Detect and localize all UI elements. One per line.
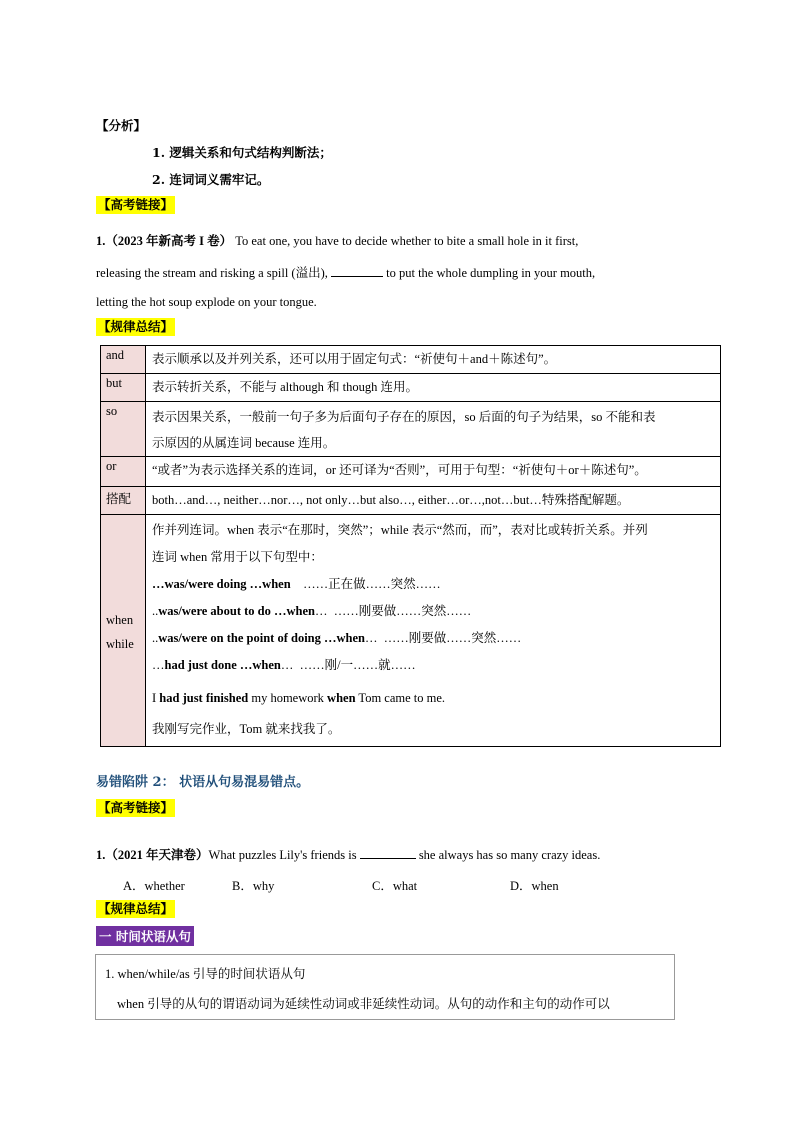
table-row bbox=[101, 374, 721, 402]
pattern-2: ..was/were about to do …when… ……刚要做……突然…… bbox=[152, 604, 472, 618]
gaokao-link-tag: 【高考链接】 bbox=[98, 800, 174, 815]
answer-blank[interactable] bbox=[331, 276, 383, 277]
analysis-point-1: 1. 逻辑关系和句式结构判断法； bbox=[152, 145, 332, 160]
table-row bbox=[101, 346, 721, 374]
question-number: 1. bbox=[96, 234, 106, 248]
row-key: or bbox=[101, 457, 146, 487]
trap-2-title: 易错陷阱 2： 状语从句易混易错点。 bbox=[96, 775, 310, 790]
analysis-label: 【分析】 bbox=[96, 118, 147, 133]
option-c[interactable]: C．what bbox=[372, 879, 418, 893]
answer-blank[interactable] bbox=[360, 858, 416, 859]
question-source: （2023 年新高考 I 卷） bbox=[105, 234, 233, 248]
row-key: when while bbox=[101, 515, 146, 747]
row-description: 表示顺承以及并列关系，还可以用于固定句式：“祈使句＋and＋陈述句”。 bbox=[146, 346, 721, 374]
option-b[interactable]: B．why bbox=[232, 879, 275, 893]
question-1-line-2 bbox=[96, 263, 595, 281]
row-description: both…and…, neither…nor…, not only…but also…, either…or…,not…but…特殊搭配解题。 bbox=[146, 487, 721, 515]
answer-options bbox=[0, 876, 794, 894]
box-title: 1. when/while/as 引导的时间状语从句 bbox=[105, 967, 306, 981]
pattern-1: …was/were doing …when ……正在做……突然…… bbox=[152, 577, 441, 591]
question-text: releasing the stream and risking a spill (溢出), bbox=[96, 266, 328, 280]
table-row bbox=[101, 515, 721, 747]
row-description: 表示转折关系，不能与 although 和 though 连用。 bbox=[146, 374, 721, 402]
question-text: she always has so many crazy ideas. bbox=[415, 848, 601, 862]
row-key: and bbox=[101, 346, 146, 374]
pattern-4: …had just done …when… ……刚/一……就…… bbox=[152, 658, 416, 672]
pattern-3: ..was/were on the point of doing …when… ……刚要做……突然…… bbox=[152, 631, 522, 645]
option-d[interactable]: D．when bbox=[510, 879, 559, 893]
row-description: 作并列连词。when 表示“在那时，突然”；while 表示“然而，而”，表对比或转折关系。并列 连词 when 常用于以下句型中： …was/were doing …when ……正在做……突然…… ..was/were about to do …when… ……刚要做……突然…… ..was/were on the point of doing …when… ……刚要做……突然…… …had just done …when… ……刚/一……就…… I had just finished my homework when Tom came to me. 我刚写完作业，Tom 就来找我了。 bbox=[146, 515, 721, 747]
option-a[interactable]: A．whether bbox=[123, 879, 185, 893]
question-text: What puzzles Lily's friends is bbox=[208, 848, 360, 862]
question-source: （2021 年天津卷） bbox=[105, 848, 209, 862]
row-description: “或者”为表示选择关系的连词，or 还可译为“否则”，可用于句型：“祈使句＋or＋陈述句”。 bbox=[146, 457, 721, 487]
box-body: when 引导的从句的谓语动词为延续性动词或非延续性动词。从句的动作和主句的动作可以 bbox=[117, 997, 610, 1011]
section-bar-time-clause: 一 时间状语从句 bbox=[96, 926, 194, 946]
analysis-point-2: 2. 连词词义需牢记。 bbox=[152, 172, 270, 187]
question-1-line-1 bbox=[96, 231, 578, 249]
row-description: 表示因果关系，一般前一句子多为后面句子存在的原因，so 后面的句子为结果，so 不能和表 示原因的从属连词 because 连用。 bbox=[146, 402, 721, 457]
question-text: To eat one, you have to decide whether to bite a small hole in it first, bbox=[232, 234, 579, 248]
question-1-line-3: letting the hot soup explode on your tongue. bbox=[96, 295, 317, 309]
question-2 bbox=[96, 845, 600, 863]
conjunction-rules-table bbox=[100, 345, 721, 747]
time-clause-box bbox=[95, 954, 675, 1020]
table-row bbox=[101, 402, 721, 457]
example-translation: 我刚写完作业，Tom 就来找我了。 bbox=[152, 722, 341, 736]
gaokao-link-tag: 【高考链接】 bbox=[98, 197, 174, 212]
question-text: to put the whole dumpling in your mouth, bbox=[383, 266, 596, 280]
rules-summary-tag: 【规律总结】 bbox=[98, 901, 174, 916]
rules-summary-tag: 【规律总结】 bbox=[98, 319, 174, 334]
table-row bbox=[101, 487, 721, 515]
question-number: 1. bbox=[96, 848, 106, 862]
row-key: 搭配 bbox=[101, 487, 146, 515]
row-key: but bbox=[101, 374, 146, 402]
example-sentence: I had just finished my homework when Tom came to me. bbox=[152, 691, 446, 705]
row-key: so bbox=[101, 402, 146, 457]
table-row bbox=[101, 457, 721, 487]
